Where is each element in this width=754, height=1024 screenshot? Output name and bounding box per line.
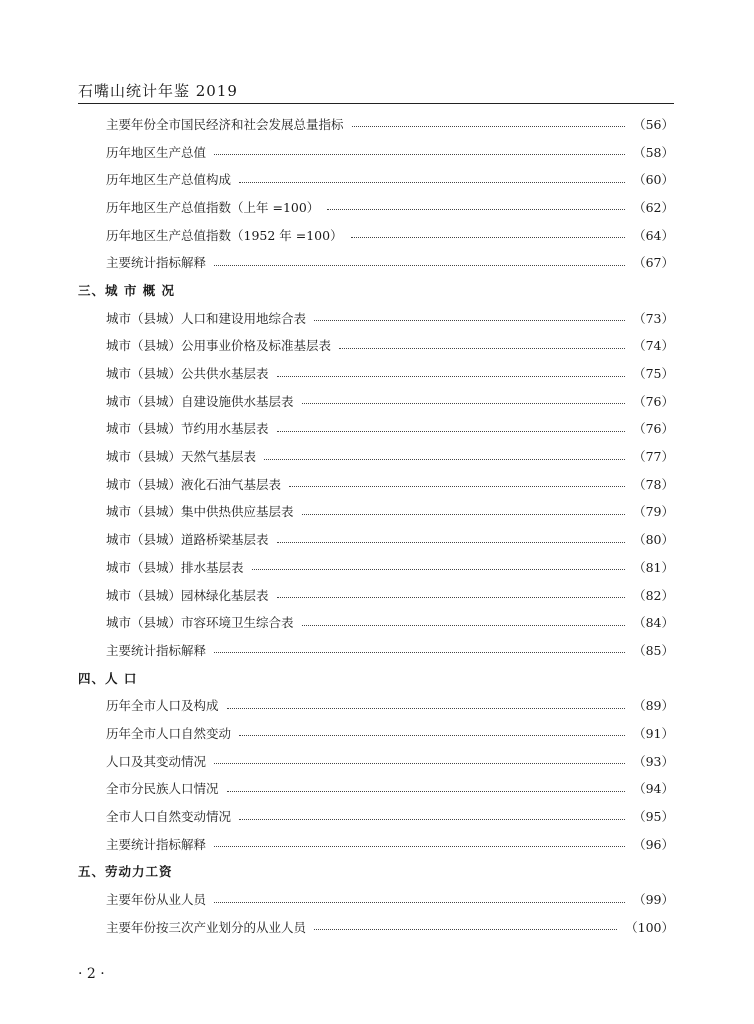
toc-entry-title: 主要年份按三次产业划分的从业人员: [106, 919, 307, 935]
toc-entry: [78, 581, 674, 609]
toc-entry-title: 城市（县城）公共供水基层表: [106, 366, 269, 382]
dot-leader: [302, 514, 626, 515]
toc-entry: [78, 885, 674, 913]
toc-entry-page: （76）: [633, 393, 674, 409]
toc-entry: [78, 553, 674, 581]
toc-entry-page: （78）: [633, 476, 674, 492]
dot-leader: [214, 265, 625, 266]
dot-leader: [314, 929, 617, 930]
toc-entry-title: 城市（县城）人口和建设用地综合表: [106, 310, 307, 326]
toc-entry: [78, 248, 674, 276]
dot-leader: [227, 791, 626, 792]
toc-entry: [78, 359, 674, 387]
toc-entry-title: 城市（县城）集中供热供应基层表: [106, 504, 294, 520]
toc-entry-page: （93）: [633, 753, 674, 769]
dot-leader: [239, 182, 625, 183]
toc-entry-page: （85）: [633, 642, 674, 658]
toc-entry: [78, 221, 674, 249]
toc-entry-page: （77）: [633, 449, 674, 465]
toc-entry-title: 历年地区生产总值指数（上年 =100）: [106, 199, 320, 215]
toc-entry: [78, 636, 674, 664]
toc-entry-page: （91）: [633, 725, 674, 741]
toc-entry-title: 城市（县城）自建设施供水基层表: [106, 393, 294, 409]
dot-leader: [302, 625, 626, 626]
table-of-contents: [78, 110, 674, 941]
toc-entry-title: 城市（县城）市容环境卫生综合表: [106, 615, 294, 631]
toc-entry: [78, 525, 674, 553]
toc-entry: [78, 470, 674, 498]
toc-entry-page: （74）: [633, 338, 674, 354]
toc-entry-title: 历年地区生产总值构成: [106, 172, 232, 188]
dot-leader: [339, 348, 625, 349]
dot-leader: [327, 209, 625, 210]
toc-entry-page: （67）: [633, 255, 674, 271]
dot-leader: [277, 542, 626, 543]
toc-entry-page: （99）: [633, 892, 674, 908]
toc-entry: [78, 387, 674, 415]
toc-entry: [78, 498, 674, 526]
dot-leader: [252, 569, 626, 570]
toc-entry-page: （62）: [633, 199, 674, 215]
toc-entry-title: 主要年份从业人员: [106, 892, 207, 908]
dot-leader: [277, 597, 626, 598]
toc-entry-page: （96）: [633, 836, 674, 852]
dot-leader: [227, 708, 626, 709]
dot-leader: [314, 320, 625, 321]
dot-leader: [214, 763, 625, 764]
toc-entry-title: 主要统计指标解释: [106, 836, 207, 852]
toc-entry: [78, 775, 674, 803]
toc-entry-title: 全市人口自然变动情况: [106, 809, 232, 825]
toc-entry-page: （94）: [633, 781, 674, 797]
toc-entry-title: 城市（县城）液化石油气基层表: [106, 476, 282, 492]
dot-leader: [302, 403, 626, 404]
toc-entry-page: （73）: [633, 310, 674, 326]
dot-leader: [351, 237, 626, 238]
toc-entry: [78, 442, 674, 470]
toc-entry: [78, 691, 674, 719]
toc-entry-page: （95）: [633, 809, 674, 825]
toc-entry-page: （75）: [633, 366, 674, 382]
dot-leader: [239, 819, 625, 820]
toc-entry: [78, 415, 674, 443]
toc-entry-title: 人口及其变动情况: [106, 753, 207, 769]
toc-entry-title: 主要统计指标解释: [106, 642, 207, 658]
toc-entry-page: （79）: [633, 504, 674, 520]
toc-entry: [78, 830, 674, 858]
toc-entry-page: （56）: [633, 116, 674, 132]
toc-entry-title: 主要统计指标解释: [106, 255, 207, 271]
toc-entry-title: 历年全市人口及构成: [106, 698, 219, 714]
toc-entry-page: （60）: [633, 172, 674, 188]
toc-entry-title: 城市（县城）排水基层表: [106, 559, 244, 575]
toc-entry-page: （64）: [633, 227, 674, 243]
toc-entry-page: （76）: [633, 421, 674, 437]
dot-leader: [239, 735, 625, 736]
dot-leader: [214, 652, 625, 653]
toc-entry-page: （100）: [625, 919, 674, 935]
toc-entry-title: 城市（县城）园林绿化基层表: [106, 587, 269, 603]
toc-entry: [78, 913, 674, 941]
toc-entry-page: （82）: [633, 587, 674, 603]
toc-entry-page: （81）: [633, 559, 674, 575]
dot-leader: [214, 154, 625, 155]
toc-entry-title: 历年全市人口自然变动: [106, 725, 232, 741]
toc-entry-page: （84）: [633, 615, 674, 631]
dot-leader: [214, 902, 625, 903]
toc-entry: [78, 802, 674, 830]
toc-entry: [78, 193, 674, 221]
dot-leader: [214, 846, 625, 847]
dot-leader: [264, 459, 625, 460]
toc-entry-title: 全市分民族人口情况: [106, 781, 219, 797]
toc-entry: [78, 165, 674, 193]
toc-section-heading: 三、城 市 概 况: [78, 282, 176, 298]
toc-entry-title: 城市（县城）节约用水基层表: [106, 421, 269, 437]
toc-entry-page: （80）: [633, 532, 674, 548]
toc-entry: [78, 110, 674, 138]
toc-entry-page: （58）: [633, 144, 674, 160]
toc-section-heading: 五、劳动力工资: [78, 864, 173, 880]
dot-leader: [352, 126, 626, 127]
dot-leader: [277, 376, 626, 377]
toc-entry-page: （89）: [633, 698, 674, 714]
toc-entry: [78, 304, 674, 332]
toc-entry: [78, 747, 674, 775]
toc-entry-title: 主要年份全市国民经济和社会发展总量指标: [106, 116, 344, 132]
toc-entry: [78, 138, 674, 166]
running-header: 石嘴山统计年鉴 2019: [78, 82, 238, 100]
toc-entry: [78, 608, 674, 636]
toc-section-heading: 四、人 口: [78, 670, 138, 686]
toc-entry-title: 城市（县城）公用事业价格及标准基层表: [106, 338, 332, 354]
toc-entry-title: 城市（县城）道路桥梁基层表: [106, 532, 269, 548]
toc-entry-title: 历年地区生产总值指数（1952 年 =100）: [106, 227, 343, 243]
toc-entry-title: 历年地区生产总值: [106, 144, 207, 160]
toc-entry: [78, 719, 674, 747]
dot-leader: [277, 431, 626, 432]
toc-entry-title: 城市（县城）天然气基层表: [106, 449, 257, 465]
page-number: · 2 ·: [78, 966, 105, 982]
header-rule: [78, 103, 674, 104]
dot-leader: [289, 486, 625, 487]
toc-entry: [78, 332, 674, 360]
